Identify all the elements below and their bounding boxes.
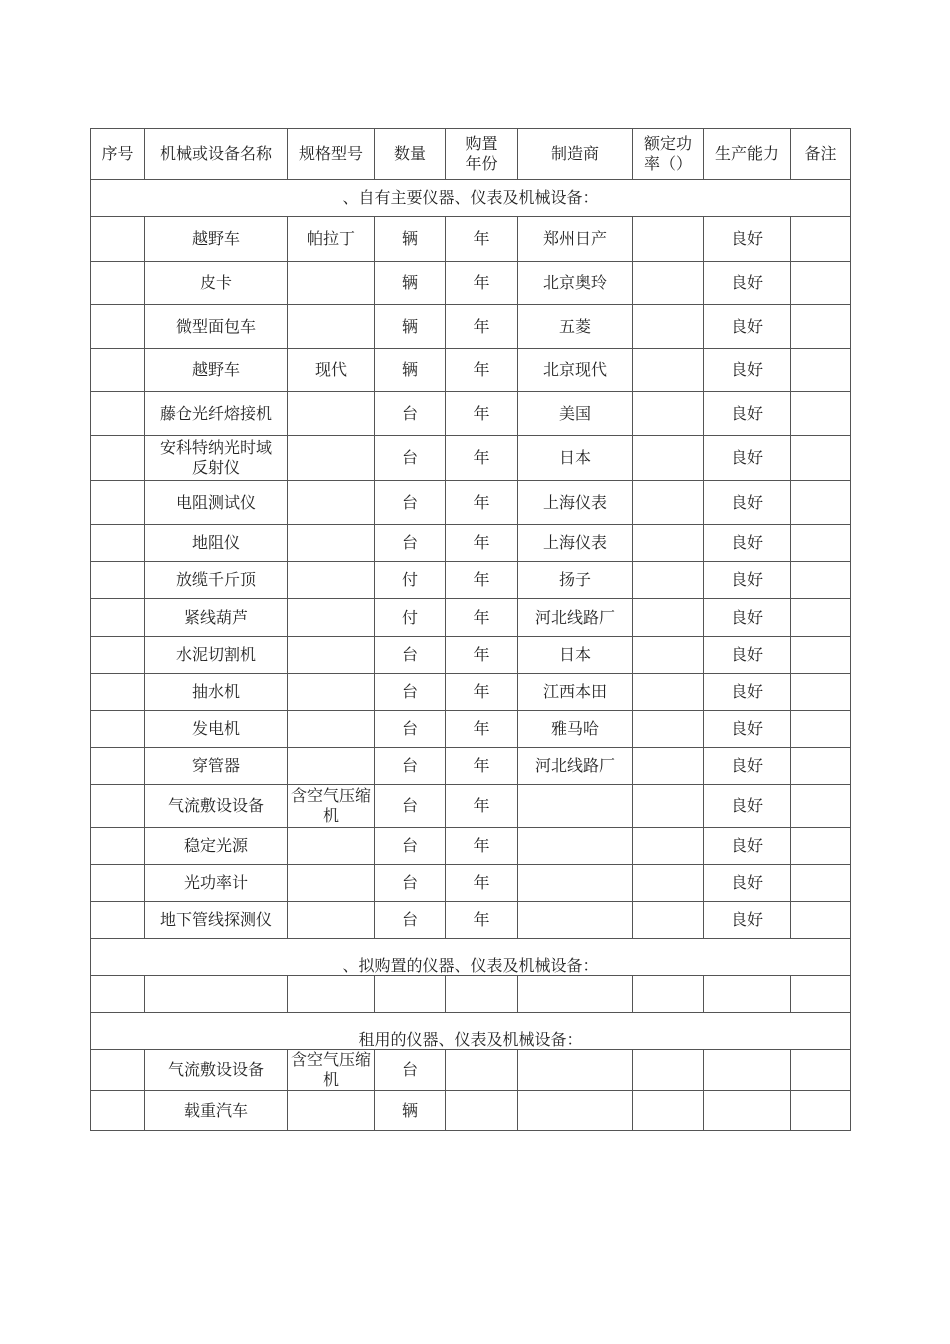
cell-maker: 北京奥玲 — [518, 262, 633, 305]
cell-capacity: 良好 — [704, 305, 791, 349]
cell-name: 光功率计 — [145, 865, 288, 902]
cell-power — [633, 217, 704, 262]
cell-remark — [791, 785, 851, 828]
cell-maker — [518, 785, 633, 828]
cell-unit: 台 — [375, 828, 446, 865]
cell-remark — [791, 525, 851, 562]
cell-remark — [791, 865, 851, 902]
cell-model — [288, 1091, 375, 1131]
cell-capacity: 良好 — [704, 599, 791, 637]
cell-name: 抽水机 — [145, 674, 288, 711]
cell-unit: 辆 — [375, 262, 446, 305]
cell-power — [633, 637, 704, 674]
cell-remark — [791, 217, 851, 262]
cell-remark — [791, 674, 851, 711]
cell-name: 电阻测试仪 — [145, 481, 288, 525]
cell-maker: 河北线路厂 — [518, 748, 633, 785]
cell-maker: 扬子 — [518, 562, 633, 599]
cell-name: 发电机 — [145, 711, 288, 748]
cell-capacity: 良好 — [704, 828, 791, 865]
cell-capacity: 良好 — [704, 785, 791, 828]
cell-unit: 辆 — [375, 1091, 446, 1131]
cell-name: 稳定光源 — [145, 828, 288, 865]
cell-power — [633, 349, 704, 392]
cell-name: 越野车 — [145, 349, 288, 392]
cell-name: 安科特纳光时域反射仪 — [145, 436, 288, 481]
cell-no — [91, 392, 145, 436]
cell-name: 皮卡 — [145, 262, 288, 305]
cell-remark — [791, 828, 851, 865]
cell-empty — [791, 976, 851, 1013]
cell-capacity: 良好 — [704, 525, 791, 562]
cell-name: 藤仓光纤熔接机 — [145, 392, 288, 436]
cell-name: 地下管线探测仪 — [145, 902, 288, 939]
cell-model: 含空气压缩机 — [288, 785, 375, 828]
header-qty: 数量 — [375, 129, 446, 180]
cell-year: 年 — [446, 392, 518, 436]
cell-no — [91, 262, 145, 305]
cell-name: 载重汽车 — [145, 1091, 288, 1131]
header-remark: 备注 — [791, 129, 851, 180]
table-row — [91, 436, 851, 481]
section-planned-title: 、拟购置的仪器、仪表及机械设备： — [91, 939, 851, 976]
cell-year: 年 — [446, 865, 518, 902]
section-rented-title: 租用的仪器、仪表及机械设备： — [91, 1013, 851, 1050]
header-model: 规格型号 — [288, 129, 375, 180]
cell-year: 年 — [446, 785, 518, 828]
cell-unit: 台 — [375, 637, 446, 674]
cell-name: 微型面包车 — [145, 305, 288, 349]
cell-empty — [91, 976, 145, 1013]
table-row — [91, 305, 851, 349]
cell-unit: 台 — [375, 525, 446, 562]
cell-unit: 辆 — [375, 349, 446, 392]
cell-model — [288, 674, 375, 711]
table-row — [91, 711, 851, 748]
cell-model — [288, 305, 375, 349]
cell-maker: 五菱 — [518, 305, 633, 349]
cell-unit: 台 — [375, 674, 446, 711]
cell-unit: 台 — [375, 902, 446, 939]
cell-name: 地阻仪 — [145, 525, 288, 562]
cell-model — [288, 436, 375, 481]
cell-empty — [518, 1050, 633, 1091]
cell-unit: 台 — [375, 748, 446, 785]
cell-power — [633, 262, 704, 305]
cell-power — [633, 674, 704, 711]
cell-remark — [791, 436, 851, 481]
cell-model: 含空气压缩机 — [288, 1050, 375, 1091]
cell-model — [288, 902, 375, 939]
cell-unit: 台 — [375, 481, 446, 525]
cell-remark — [791, 562, 851, 599]
table-row — [91, 525, 851, 562]
cell-power — [633, 902, 704, 939]
table-row — [91, 1091, 851, 1131]
cell-capacity: 良好 — [704, 637, 791, 674]
cell-unit: 付 — [375, 562, 446, 599]
cell-power — [633, 828, 704, 865]
cell-year: 年 — [446, 828, 518, 865]
cell-power — [633, 785, 704, 828]
section-planned-row — [91, 939, 851, 976]
cell-empty — [446, 976, 518, 1013]
cell-empty — [288, 976, 375, 1013]
table-row — [91, 748, 851, 785]
cell-remark — [791, 711, 851, 748]
cell-remark — [791, 481, 851, 525]
table-row — [91, 637, 851, 674]
cell-model: 现代 — [288, 349, 375, 392]
cell-name: 水泥切割机 — [145, 637, 288, 674]
cell-model — [288, 748, 375, 785]
cell-capacity: 良好 — [704, 481, 791, 525]
cell-power — [633, 562, 704, 599]
cell-name: 气流敷设设备 — [145, 785, 288, 828]
cell-capacity: 良好 — [704, 748, 791, 785]
cell-empty — [446, 1091, 518, 1131]
cell-name: 放缆千斤顶 — [145, 562, 288, 599]
cell-power — [633, 748, 704, 785]
table-row — [91, 828, 851, 865]
cell-power — [633, 599, 704, 637]
cell-capacity: 良好 — [704, 711, 791, 748]
cell-capacity: 良好 — [704, 262, 791, 305]
cell-empty — [375, 976, 446, 1013]
cell-year: 年 — [446, 217, 518, 262]
cell-model — [288, 392, 375, 436]
header-power: 额定功率（） — [633, 129, 704, 180]
cell-empty — [446, 1050, 518, 1091]
cell-no — [91, 748, 145, 785]
cell-model — [288, 711, 375, 748]
cell-model — [288, 865, 375, 902]
cell-maker: 江西本田 — [518, 674, 633, 711]
cell-year: 年 — [446, 481, 518, 525]
cell-empty — [145, 976, 288, 1013]
cell-remark — [791, 262, 851, 305]
cell-model — [288, 637, 375, 674]
cell-capacity: 良好 — [704, 902, 791, 939]
cell-power — [633, 711, 704, 748]
cell-power — [633, 305, 704, 349]
cell-empty — [791, 1050, 851, 1091]
cell-no — [91, 481, 145, 525]
cell-power — [633, 865, 704, 902]
table-row-empty — [91, 976, 851, 1013]
cell-no — [91, 865, 145, 902]
cell-maker: 雅马哈 — [518, 711, 633, 748]
cell-empty — [518, 976, 633, 1013]
cell-no — [91, 562, 145, 599]
cell-year: 年 — [446, 637, 518, 674]
cell-maker — [518, 865, 633, 902]
cell-year: 年 — [446, 349, 518, 392]
cell-unit: 付 — [375, 599, 446, 637]
cell-model: 帕拉丁 — [288, 217, 375, 262]
cell-unit: 台 — [375, 865, 446, 902]
header-row — [91, 129, 851, 180]
table-row — [91, 865, 851, 902]
section-rented-row — [91, 1013, 851, 1050]
cell-maker: 北京现代 — [518, 349, 633, 392]
cell-capacity: 良好 — [704, 349, 791, 392]
cell-maker: 日本 — [518, 637, 633, 674]
cell-year: 年 — [446, 902, 518, 939]
section-owned-row — [91, 180, 851, 217]
cell-no — [91, 674, 145, 711]
cell-remark — [791, 902, 851, 939]
cell-year: 年 — [446, 525, 518, 562]
cell-no — [91, 349, 145, 392]
cell-remark — [791, 599, 851, 637]
cell-model — [288, 599, 375, 637]
table-row — [91, 262, 851, 305]
cell-empty — [791, 1091, 851, 1131]
cell-year: 年 — [446, 305, 518, 349]
cell-maker: 上海仪表 — [518, 481, 633, 525]
cell-maker: 美国 — [518, 392, 633, 436]
cell-model — [288, 562, 375, 599]
cell-year: 年 — [446, 711, 518, 748]
cell-power — [633, 436, 704, 481]
cell-no — [91, 637, 145, 674]
cell-no — [91, 828, 145, 865]
header-maker: 制造商 — [518, 129, 633, 180]
cell-unit: 台 — [375, 392, 446, 436]
cell-unit: 辆 — [375, 217, 446, 262]
cell-unit: 台 — [375, 785, 446, 828]
cell-year: 年 — [446, 674, 518, 711]
table-row — [91, 349, 851, 392]
table-row — [91, 902, 851, 939]
cell-name: 越野车 — [145, 217, 288, 262]
table-row — [91, 785, 851, 828]
header-year: 购置年份 — [446, 129, 518, 180]
table-row — [91, 599, 851, 637]
cell-empty — [633, 1050, 704, 1091]
cell-maker: 河北线路厂 — [518, 599, 633, 637]
section-owned-title: 、自有主要仪器、仪表及机械设备： — [91, 180, 851, 217]
table-row — [91, 1050, 851, 1091]
cell-no — [91, 217, 145, 262]
cell-year: 年 — [446, 599, 518, 637]
cell-capacity: 良好 — [704, 562, 791, 599]
cell-remark — [791, 748, 851, 785]
cell-power — [633, 525, 704, 562]
cell-maker — [518, 902, 633, 939]
cell-model — [288, 525, 375, 562]
cell-empty — [518, 1091, 633, 1131]
cell-model — [288, 828, 375, 865]
cell-no — [91, 785, 145, 828]
table-row — [91, 674, 851, 711]
table-row — [91, 562, 851, 599]
cell-year: 年 — [446, 262, 518, 305]
cell-no — [91, 305, 145, 349]
cell-name: 气流敷设设备 — [145, 1050, 288, 1091]
cell-unit: 台 — [375, 711, 446, 748]
cell-year: 年 — [446, 562, 518, 599]
header-no: 序号 — [91, 129, 145, 180]
equipment-table — [90, 128, 851, 1131]
cell-no — [91, 436, 145, 481]
cell-year: 年 — [446, 748, 518, 785]
cell-unit: 台 — [375, 436, 446, 481]
cell-remark — [791, 637, 851, 674]
header-capacity: 生产能力 — [704, 129, 791, 180]
cell-unit: 台 — [375, 1050, 446, 1091]
cell-capacity: 良好 — [704, 674, 791, 711]
cell-no — [91, 1091, 145, 1131]
cell-no — [91, 1050, 145, 1091]
cell-maker: 上海仪表 — [518, 525, 633, 562]
cell-maker: 日本 — [518, 436, 633, 481]
cell-name: 穿管器 — [145, 748, 288, 785]
cell-remark — [791, 305, 851, 349]
cell-empty — [704, 976, 791, 1013]
cell-capacity: 良好 — [704, 217, 791, 262]
cell-remark — [791, 349, 851, 392]
cell-capacity: 良好 — [704, 436, 791, 481]
cell-unit: 辆 — [375, 305, 446, 349]
table-row — [91, 392, 851, 436]
cell-no — [91, 525, 145, 562]
cell-empty — [633, 976, 704, 1013]
cell-remark — [791, 392, 851, 436]
cell-name: 紧线葫芦 — [145, 599, 288, 637]
header-name: 机械或设备名称 — [145, 129, 288, 180]
table-row — [91, 481, 851, 525]
cell-maker: 郑州日产 — [518, 217, 633, 262]
cell-empty — [704, 1050, 791, 1091]
cell-maker — [518, 828, 633, 865]
cell-no — [91, 599, 145, 637]
cell-empty — [633, 1091, 704, 1131]
cell-power — [633, 481, 704, 525]
cell-capacity: 良好 — [704, 865, 791, 902]
cell-model — [288, 481, 375, 525]
cell-empty — [704, 1091, 791, 1131]
cell-no — [91, 711, 145, 748]
table-row — [91, 217, 851, 262]
cell-year: 年 — [446, 436, 518, 481]
cell-capacity: 良好 — [704, 392, 791, 436]
cell-power — [633, 392, 704, 436]
cell-model — [288, 262, 375, 305]
cell-no — [91, 902, 145, 939]
